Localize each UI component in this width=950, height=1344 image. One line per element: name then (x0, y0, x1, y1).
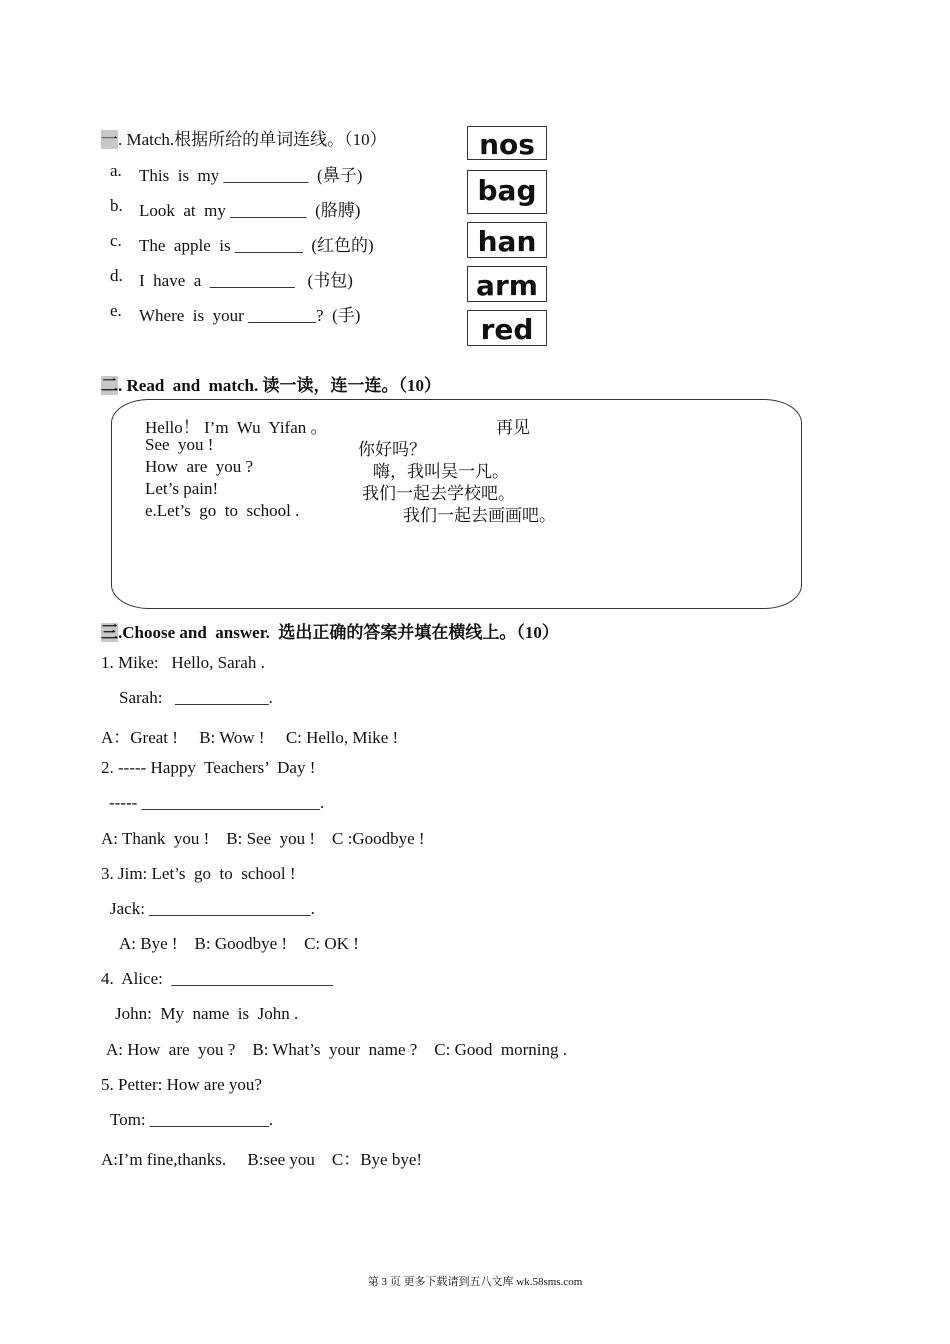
word-box-bag: bag (467, 170, 547, 214)
match-left-4: Let’s pain! (145, 479, 219, 498)
section3-number: 三 (101, 623, 118, 642)
section1-item-e (110, 301, 361, 325)
match-left-3: How are you ? (145, 457, 254, 476)
word-box-arm: arm (467, 266, 547, 302)
match-right-1: 再见 (496, 418, 530, 437)
section1-heading (101, 125, 387, 150)
q5-prompt: 5. Petter: How are you? (101, 1075, 262, 1094)
q4-options: A: How are you ? B: What’s your name ? C: Good morning . (106, 1040, 567, 1059)
match-right-2: 你好吗？ (358, 440, 426, 459)
section2-heading (101, 371, 441, 396)
q3-answer-line: Jack: ___________________. (110, 899, 315, 918)
item-letter: a. (110, 161, 122, 180)
item-text: Where is your ________? (手) (139, 306, 361, 325)
q5-answer-line: Tom: ______________. (110, 1110, 274, 1129)
match-right-3: 嗨，我叫吴一凡。 (373, 462, 509, 481)
match-right-4: 我们一起去学校吧。 (362, 484, 515, 503)
section2-title: . Read and match. 读一读，连一连。（10） (118, 376, 442, 395)
item-text: This is my __________ (鼻子) (139, 166, 363, 185)
page-footer: 第 3 页 更多下载请到五八文库 wk.58sms.com (367, 1276, 583, 1288)
item-text: The apple is ________ (红色的) (139, 236, 374, 255)
item-text: Look at my _________ (胳膊) (139, 201, 361, 220)
q3-prompt: 3. Jim: Let’s go to school ! (101, 864, 296, 883)
section1-item-b (110, 196, 361, 220)
match-left-2: See you ! (145, 435, 214, 454)
q2-answer-line: ----- _____________________. (109, 793, 325, 812)
section1-title: . Match.根据所给的单词连线。（10） (118, 130, 387, 149)
q4-answer-line: John: My name is John . (115, 1004, 299, 1023)
section2-number: 二 (101, 376, 118, 395)
item-letter: d. (110, 266, 123, 285)
item-letter: c. (110, 231, 122, 250)
match-right-5: 我们一起去画画吧。 (403, 506, 556, 525)
q1-answer-line: Sarah: ___________. (119, 688, 273, 707)
q2-prompt: 2. ----- Happy Teachers’ Day ! (101, 758, 316, 777)
word-box-han: han (467, 222, 547, 258)
item-letter: e. (110, 301, 122, 320)
item-text: I have a __________ (书包) (139, 271, 353, 290)
q5-options: A:I’m fine,thanks. B:see you C：Bye bye! (101, 1150, 423, 1169)
section3-heading (101, 618, 559, 643)
section1-item-d (110, 266, 353, 290)
q2-options: A: Thank you ! B: See you ! C :Goodbye ! (101, 829, 425, 848)
section1-number: 一 (101, 130, 118, 149)
q1-options: A：Great ! B: Wow ! C: Hello, Mike ! (101, 728, 399, 747)
item-letter: b. (110, 196, 123, 215)
word-box-red: red (467, 310, 547, 346)
match-left-1: Hello！ I’m Wu Yifan 。 (145, 418, 328, 437)
q4-prompt: 4. Alice: ___________________ (101, 969, 333, 988)
section3-title: .Choose and answer. 选出正确的答案并填在横线上。（10） (118, 623, 559, 642)
q3-options: A: Bye ! B: Goodbye ! C: OK ! (119, 934, 359, 953)
section1-item-c (110, 231, 374, 255)
q1-prompt: 1. Mike: Hello, Sarah . (101, 653, 265, 672)
section1-item-a (110, 161, 363, 185)
match-left-5: e.Let’s go to school . (145, 501, 300, 520)
word-box-nos: nos (467, 126, 547, 160)
